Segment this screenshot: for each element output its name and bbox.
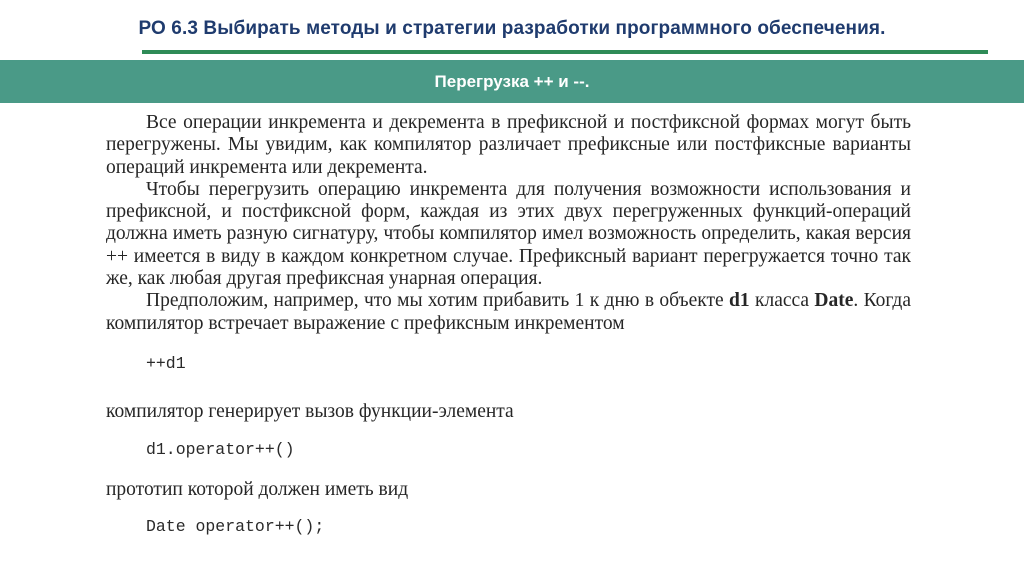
object-name: d1 <box>729 290 750 312</box>
title-underline <box>142 50 988 54</box>
code-operator-call: d1.operator++() <box>146 439 295 459</box>
paragraph-signatures: Чтобы перегрузить операцию инкремента для получения возможности использования и префиксной, и постфиксной форм, каждая из этих двух перегруженных функций-операций должна иметь разную сигнатуру, чтобы компилятор имел возможность определить, какая версия ++ имеется в виду в каждом конкретном случае. Префиксный вариант перегружается точно так же, как любая другая префиксная унарная операция. <box>106 178 911 290</box>
paragraph-example-mid: класса <box>749 290 815 312</box>
code-prefix-increment: ++d1 <box>146 353 186 373</box>
code-prototype: Date operator++(); <box>146 517 325 537</box>
paragraph-overloading-forms: Все операции инкремента и декремента в префиксной и постфиксной формах могут быть перегружены. Мы увидим, как компилятор различает префиксные или постфиксные варианты операций инкремента или декремента. <box>106 112 911 178</box>
section-banner <box>0 60 1024 103</box>
slide-title: РО 6.3 Выбирать методы и стратегии разработки программного обеспечения. <box>138 18 886 39</box>
section-heading: Перегрузка ++ и --. <box>434 71 590 91</box>
paragraph-example <box>106 290 911 335</box>
paragraph-example-end: . Когда компилятор встречает выражение с префиксным инкрементом <box>106 290 911 334</box>
line-function-call: компилятор генерирует вызов функции-элемента <box>106 401 514 423</box>
class-name: Date <box>814 290 854 312</box>
line-prototype: прототип которой должен иметь вид <box>106 478 409 500</box>
paragraph-example-start: Предположим, например, что мы хотим прибавить 1 к дню в объекте <box>146 290 730 312</box>
document-body <box>106 112 911 538</box>
